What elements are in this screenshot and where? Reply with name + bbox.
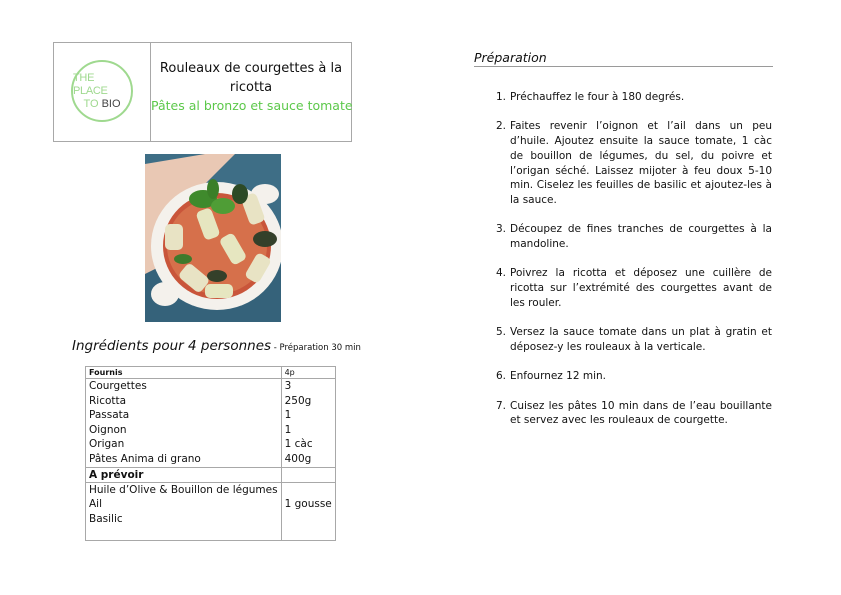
step-item [496, 222, 772, 251]
to-plan-names [86, 482, 282, 540]
step-item [496, 369, 772, 384]
step-item [496, 266, 772, 310]
step-item [496, 325, 772, 354]
title-cell [151, 43, 351, 141]
ingredient-name: Origan [89, 438, 125, 451]
step-number: 1. [496, 91, 507, 103]
ingredient-name: Oignon [89, 423, 127, 436]
ingredients-heading [72, 335, 361, 354]
prep-time: - Préparation 30 min [271, 343, 361, 353]
recipe-header-box [53, 42, 352, 142]
ingredient-qty: 1 [284, 409, 292, 422]
step-text: Versez la sauce tomate dans un plat à gratin et déposez-y les rouleaux à la verticale. [510, 326, 772, 353]
ingredient-qty [285, 483, 332, 498]
step-text: Cuisez les pâtes 10 min dans de l’eau bouillante et servez avec les rouleaux de courgette. [510, 399, 772, 427]
ingredient-qty: 400g [284, 452, 312, 465]
to-plan-qtys [281, 482, 335, 540]
header-qty: 4p [281, 367, 335, 379]
dish-photo-illustration [145, 154, 281, 322]
ingredients-title: Ingrédients pour 4 personnes [72, 338, 272, 354]
ingredient-qty: 1 càc [284, 438, 313, 451]
ingredient-name: Huile d’Olive & Bouillon de légumes [89, 483, 278, 496]
step-number: 4. [496, 267, 507, 280]
ingredient-name: Ail [89, 498, 103, 511]
logo-line-1: THE PLACE [73, 71, 108, 97]
recipe-title: Rouleaux de courgettes à la ricotta [159, 61, 343, 95]
ingredient-name: Basilic [89, 512, 123, 525]
ingredients-table [85, 366, 336, 541]
step-number: 3. [496, 223, 507, 236]
ingredient-qty: 1 gousse [284, 498, 332, 511]
step-number: 6. [496, 370, 507, 383]
step-text: Enfournez 12 min. [510, 370, 606, 383]
provided-qtys [281, 379, 335, 468]
step-text: Faites revenir l’oignon et l’ail dans un peu d’huile. Ajoutez ensuite la sauce tomate, 1 càc de bouillon de légumes, du sel, du poivre et l’origan séché. Laissez mijoter à feu doux 5-10 min. Ciselez les feuilles de basilic et ajoutez-les à la sauce. [510, 120, 772, 206]
step-item [496, 90, 772, 105]
preparation-divider [474, 66, 773, 67]
logo-word-to: TO [83, 97, 99, 110]
ingredient-qty [285, 512, 332, 527]
step-number: 7. [496, 399, 507, 412]
step-text: Découpez de fines tranches de courgettes à la mandoline. [510, 223, 772, 250]
preparation-steps [496, 90, 772, 443]
header-label: Fournis [86, 367, 282, 379]
provided-names [86, 379, 282, 468]
provided-ingredients-row [86, 379, 336, 468]
logo-line-2 [83, 98, 120, 111]
logo-word-bio: BIO [101, 97, 121, 110]
dish-photo [145, 154, 281, 322]
ingredient-name: Courgettes [89, 380, 147, 392]
step-text: Poivrez la ricotta et déposez une cuillère de ricotta sur l’extrémité des courgettes avant de les rouler. [510, 267, 772, 309]
section-label: A prévoir [86, 467, 282, 482]
ingredient-name: Passata [89, 409, 130, 422]
recipe-subtitle: Pâtes al bronzo et sauce tomate [151, 98, 353, 113]
step-number: 5. [496, 326, 507, 339]
ingredient-qty: 250g [284, 394, 312, 407]
step-item [496, 399, 772, 428]
ingredient-qty: 1 [284, 423, 292, 436]
ingredient-name: Pâtes Anima di grano [89, 452, 201, 465]
section-empty-cell [281, 467, 335, 482]
step-item [496, 119, 772, 207]
brand-logo [71, 60, 133, 122]
step-number: 2. [496, 120, 507, 133]
section-row-to-plan [86, 467, 336, 482]
table-header-row [86, 367, 336, 379]
to-plan-ingredients-row [86, 482, 336, 540]
ingredient-qty: 3 [284, 380, 292, 392]
ingredient-name: Ricotta [89, 394, 127, 407]
step-text: Préchauffez le four à 180 degrés. [510, 91, 685, 103]
preparation-heading: Préparation [474, 50, 547, 65]
